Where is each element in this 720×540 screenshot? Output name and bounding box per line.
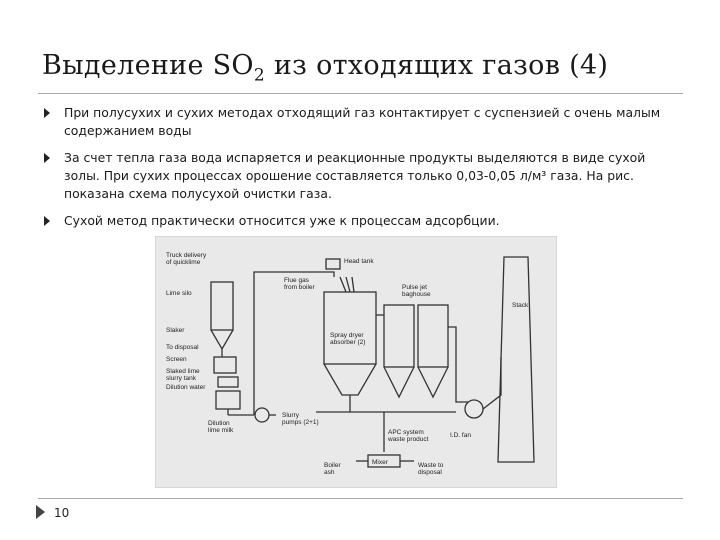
process-diagram (155, 236, 557, 488)
slurry-tank-shape (216, 391, 240, 409)
title-prefix: Выделение SO (42, 50, 254, 81)
bullet-arrow-icon (44, 216, 50, 226)
footer-arrow-icon (36, 505, 45, 519)
label-waste-2: disposal (418, 469, 442, 476)
label-boiler: Boiler (324, 462, 341, 469)
label-slurry-pumps: pumps (2+1) (282, 419, 319, 426)
page-number: 10 (54, 506, 70, 520)
bullet-list (42, 104, 682, 239)
label-lime-milk: lime milk (208, 427, 234, 434)
label-slaked-lime: Slaked lime (166, 368, 200, 375)
head-tank-shape (326, 259, 340, 269)
title-subscript: 2 (253, 65, 265, 86)
label-screen: Screen (166, 356, 187, 363)
label-slurry-tank: slurry tank (166, 375, 196, 382)
label-lime-silo: Lime silo (166, 290, 192, 297)
label-flue-gas: Flue gas (284, 277, 309, 284)
label-apc: APC system (388, 429, 424, 436)
label-mixer: Mixer (372, 459, 388, 466)
label-absorber: absorber (2) (330, 339, 366, 346)
footer-divider (38, 498, 683, 499)
bullet-arrow-icon (44, 153, 50, 163)
bullet-text: Сухой метод практически относится уже к процессам адсорбции. (64, 213, 500, 228)
label-id-fan: I.D. fan (450, 432, 471, 439)
baghouse-shape (384, 305, 414, 367)
label-slaker: Slaker (166, 327, 185, 334)
bullet-item (42, 149, 682, 203)
stack-shape (498, 257, 534, 462)
label-spray-dryer: Spray dryer (330, 332, 364, 339)
label-ash: ash (324, 469, 335, 476)
title-suffix: из отходящих газов (4) (264, 50, 609, 81)
label-dilution: Dilution (208, 420, 230, 427)
id-fan-shape (465, 400, 483, 418)
lime-silo-shape (211, 282, 233, 330)
label-pulse-jet: Pulse jet (402, 284, 427, 291)
label-dilution-water: Dilution water (166, 384, 206, 391)
label-to-disposal: To disposal (166, 344, 199, 351)
label-truck: Truck delivery (166, 252, 207, 259)
process-diagram-svg (156, 237, 556, 487)
bullet-item (42, 212, 682, 230)
title-divider (38, 93, 683, 94)
bullet-item (42, 104, 682, 140)
label-baghouse: baghouse (402, 291, 431, 298)
bullet-arrow-icon (44, 108, 50, 118)
slurry-pump-shape (255, 408, 269, 422)
slide-title (42, 50, 608, 85)
bullet-text: При полусухих и сухих методах отходящий газ контактирует с суспензией с очень малым содержанием воды (64, 105, 661, 138)
label-truck-2: of quicklime (166, 259, 201, 266)
bullet-text: За счет тепла газа вода испаряется и реакционные продукты выделяются в виде сухой золы. При сухих процессах орошение составляется только 0,03-0,05 л/м³ газа. На рис. показана схема полусухой очистки газа. (64, 150, 646, 201)
spray-dryer-shape (324, 292, 376, 364)
label-head-tank: Head tank (344, 258, 374, 265)
label-flue-gas-2: from boiler (284, 284, 315, 291)
label-apc-2: waste product (388, 436, 429, 443)
slaker-shape (214, 357, 236, 373)
label-slurry: Slurry (282, 412, 299, 419)
label-stack: Stack (512, 302, 529, 309)
label-waste: Waste to (418, 462, 444, 469)
